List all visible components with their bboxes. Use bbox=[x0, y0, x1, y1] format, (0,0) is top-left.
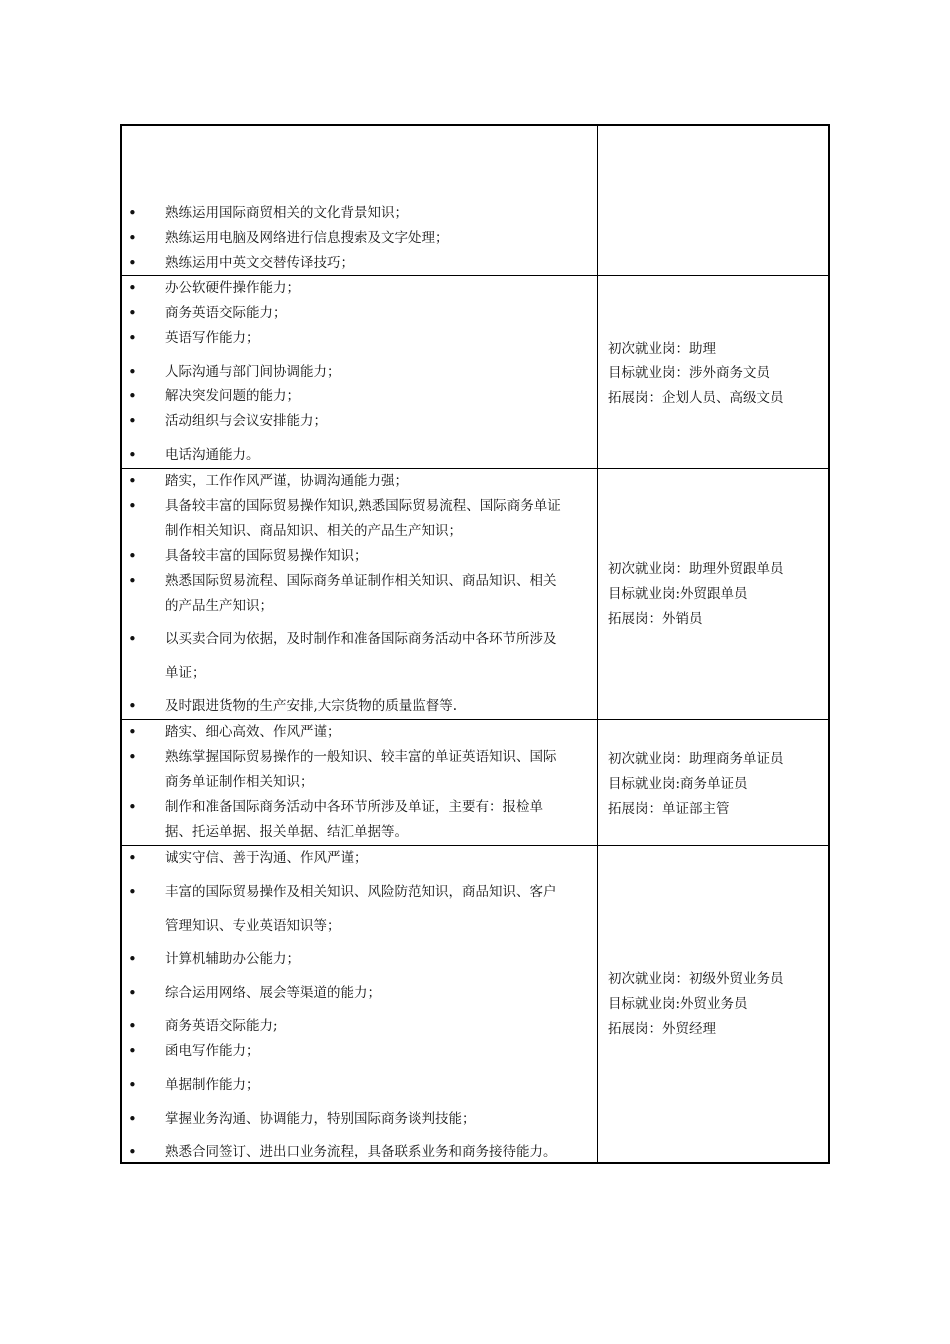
bullet-icon: • bbox=[128, 547, 137, 565]
list-item-text: 据、托运单据、报关单据、结汇单据等。 bbox=[165, 824, 408, 840]
bullet-icon: • bbox=[128, 748, 137, 766]
bullet-icon: • bbox=[128, 363, 137, 381]
list-item-text: 具备较丰富的国际贸易操作知识； bbox=[165, 548, 368, 564]
list-item-text: 诚实守信、善于沟通、作风严谨； bbox=[165, 850, 368, 866]
bullet-icon: • bbox=[128, 446, 137, 464]
bullet-icon: • bbox=[128, 497, 137, 515]
list-item-text: 熟悉合同签订、进出口业务流程，具备联系业务和商务接待能力。 bbox=[165, 1144, 557, 1160]
job-position-primary: 初次就业岗：助理 bbox=[608, 341, 716, 357]
bullet-icon: • bbox=[128, 279, 137, 297]
list-item-text: 踏实，工作作风严谨，协调沟通能力强； bbox=[165, 473, 408, 489]
list-item-text: 制作相关知识、商品知识、相关的产品生产知识； bbox=[165, 523, 462, 539]
list-item-text: 办公软硬件操作能力； bbox=[165, 280, 300, 296]
list-item-text: 熟练掌握国际贸易操作的一般知识、较丰富的单证英语知识、国际 bbox=[165, 749, 557, 765]
list-item-text: 活动组织与会议安排能力； bbox=[165, 413, 327, 429]
list-item-text: 人际沟通与部门间协调能力； bbox=[165, 364, 341, 380]
list-item-text: 单证； bbox=[165, 665, 206, 681]
bullet-icon: • bbox=[128, 329, 137, 347]
job-position-target: 目标就业岗:外贸业务员 bbox=[608, 996, 748, 1012]
list-item-text: 丰富的国际贸易操作及相关知识、风险防范知识，商品知识、客户 bbox=[165, 884, 557, 900]
bullet-icon: • bbox=[128, 723, 137, 741]
table-row bbox=[122, 126, 828, 276]
table-row bbox=[122, 846, 828, 1164]
list-item-text: 计算机辅助办公能力； bbox=[165, 951, 300, 967]
bullet-icon: • bbox=[128, 1143, 137, 1161]
job-position-extended: 拓展岗：外销员 bbox=[608, 611, 703, 627]
bullet-icon: • bbox=[128, 697, 137, 715]
bullet-icon: • bbox=[128, 1017, 137, 1035]
list-item-text: 踏实、细心高效、作风严谨； bbox=[165, 724, 341, 740]
bullet-icon: • bbox=[128, 387, 137, 405]
job-position-primary: 初次就业岗：初级外贸业务员 bbox=[608, 971, 784, 987]
job-position-primary: 初次就业岗：助理商务单证员 bbox=[608, 751, 784, 767]
bullet-icon: • bbox=[128, 1042, 137, 1060]
bullet-icon: • bbox=[128, 950, 137, 968]
list-item-text: 管理知识、专业英语知识等； bbox=[165, 918, 341, 934]
job-position-extended: 拓展岗：企划人员、高级文员 bbox=[608, 390, 784, 406]
bullet-icon: • bbox=[128, 798, 137, 816]
bullet-icon: • bbox=[128, 254, 137, 272]
bullet-icon: • bbox=[128, 412, 137, 430]
list-item-text: 以买卖合同为依据，及时制作和准备国际商务活动中各环节所涉及 bbox=[165, 631, 557, 647]
list-item-text: 熟练运用中英文交替传译技巧； bbox=[165, 255, 354, 271]
table-row bbox=[122, 469, 828, 720]
list-item-text: 及时跟进货物的生产安排,大宗货物的质量监督等. bbox=[165, 698, 458, 714]
bullet-icon: • bbox=[128, 1076, 137, 1094]
qualification-table bbox=[120, 124, 830, 1164]
list-item-text: 熟悉国际贸易流程、国际商务单证制作相关知识、商品知识、相关 bbox=[165, 573, 557, 589]
list-item-text: 掌握业务沟通、协调能力，特别国际商务谈判技能； bbox=[165, 1111, 476, 1127]
job-position-primary: 初次就业岗：助理外贸跟单员 bbox=[608, 561, 784, 577]
list-item-text: 制作和准备国际商务活动中各环节所涉及单证，主要有：报检单 bbox=[165, 799, 543, 815]
bullet-icon: • bbox=[128, 984, 137, 1002]
list-item-text: 函电写作能力； bbox=[165, 1043, 260, 1059]
bullet-icon: • bbox=[128, 883, 137, 901]
bullet-icon: • bbox=[128, 472, 137, 490]
table-row bbox=[122, 720, 828, 846]
list-item-text: 解决突发问题的能力； bbox=[165, 388, 300, 404]
list-item-text: 的产品生产知识； bbox=[165, 598, 273, 614]
job-position-extended: 拓展岗：外贸经理 bbox=[608, 1021, 716, 1037]
job-position-target: 目标就业岗：涉外商务文员 bbox=[608, 365, 770, 381]
list-item-text: 熟练运用国际商贸相关的文化背景知识； bbox=[165, 205, 408, 221]
job-position-target: 目标就业岗:商务单证员 bbox=[608, 776, 748, 792]
list-item-text: 熟练运用电脑及网络进行信息搜索及文字处理； bbox=[165, 230, 449, 246]
bullet-icon: • bbox=[128, 1110, 137, 1128]
job-position-extended: 拓展岗：单证部主管 bbox=[608, 801, 730, 817]
list-item-text: 商务英语交际能力; bbox=[165, 1018, 278, 1034]
job-position-target: 目标就业岗:外贸跟单员 bbox=[608, 586, 748, 602]
bullet-icon: • bbox=[128, 630, 137, 648]
bullet-icon: • bbox=[128, 849, 137, 867]
column-divider bbox=[597, 126, 598, 1162]
bullet-icon: • bbox=[128, 304, 137, 322]
list-item-text: 商务英语交际能力； bbox=[165, 305, 287, 321]
bullet-icon: • bbox=[128, 229, 137, 247]
list-item-text: 具备较丰富的国际贸易操作知识,熟悉国际贸易流程、国际商务单证 bbox=[165, 498, 561, 514]
list-item-text: 电话沟通能力。 bbox=[165, 447, 260, 463]
bullet-icon: • bbox=[128, 204, 137, 222]
list-item-text: 英语写作能力； bbox=[165, 330, 260, 346]
list-item-text: 单据制作能力； bbox=[165, 1077, 260, 1093]
list-item-text: 商务单证制作相关知识； bbox=[165, 774, 314, 790]
list-item-text: 综合运用网络、展会等渠道的能力； bbox=[165, 985, 381, 1001]
table-row bbox=[122, 276, 828, 469]
bullet-icon: • bbox=[128, 572, 137, 590]
